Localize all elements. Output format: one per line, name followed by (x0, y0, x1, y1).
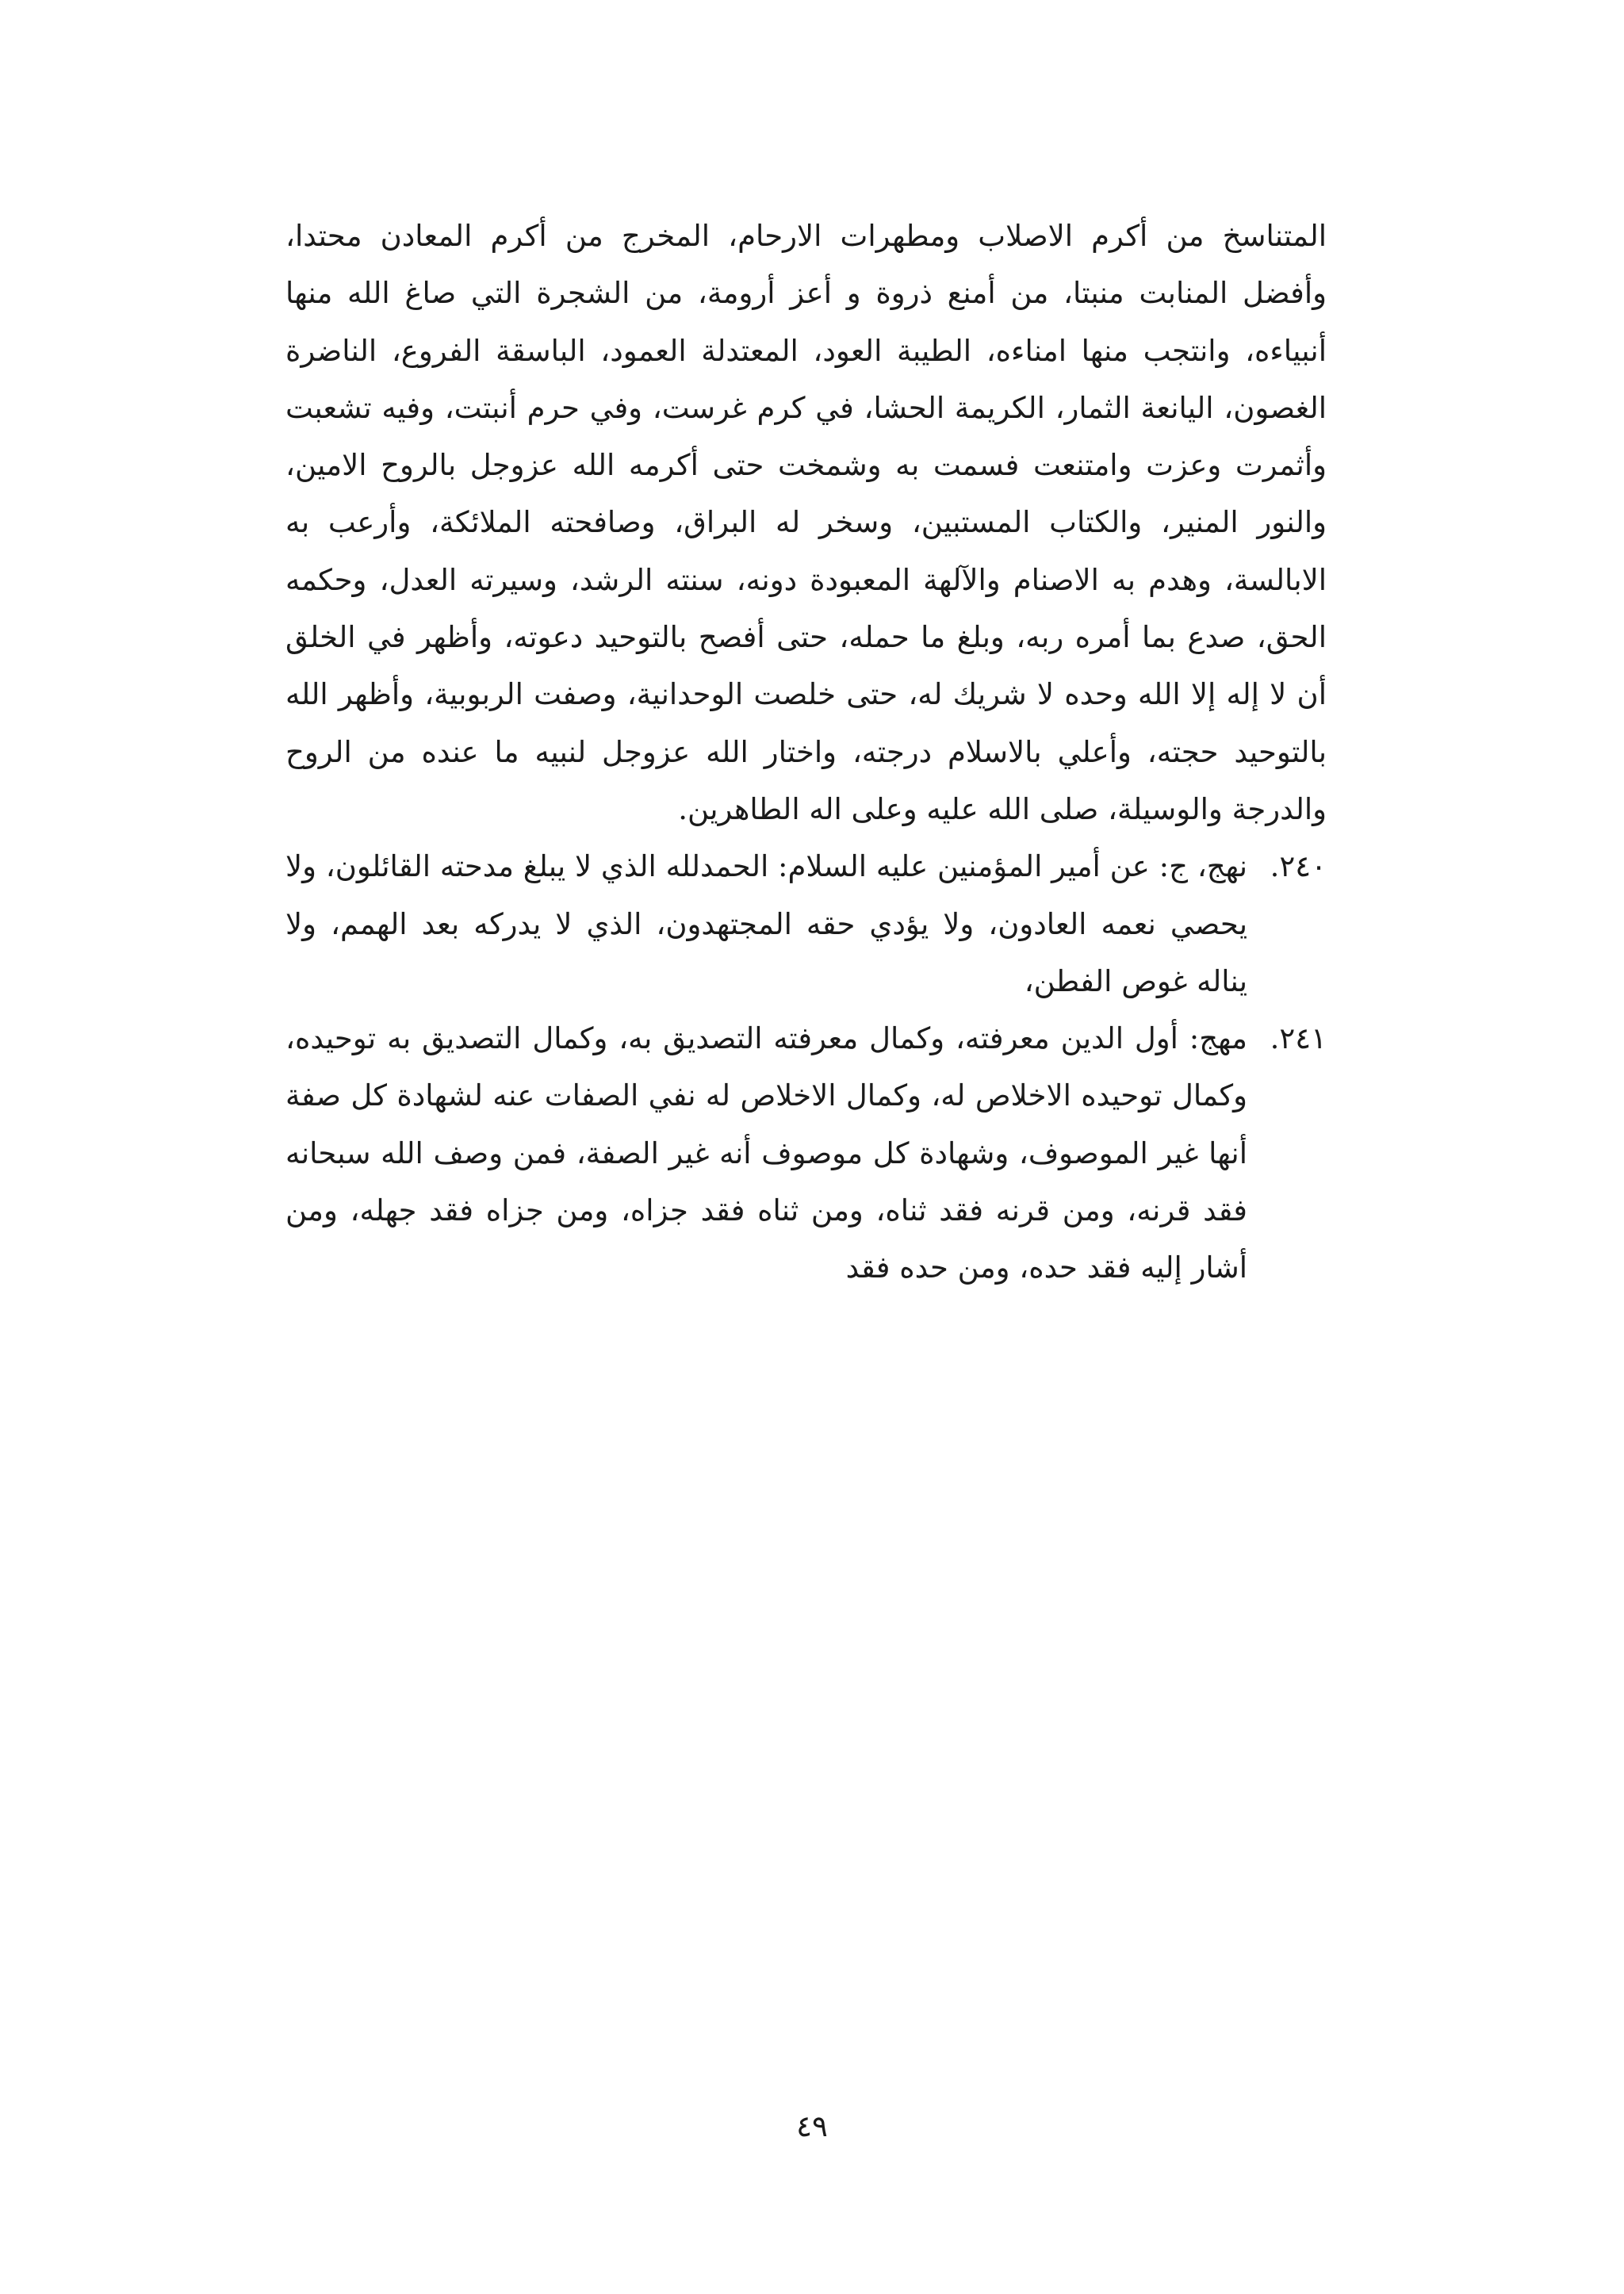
item-number: ٢٤٠. (1270, 849, 1327, 884)
item-text: مهج: أول الدين معرفته، وكمال معرفته التصديق به، وكمال التصديق به توحيده، وكمال توحيده الاخلاص له، وكمال الاخلاص له نفي الصفات عنه لشهادة كل صفة أنها غير الموصوف، وشهادة كل موصوف أنه غير الصفة، فمن وصف الله سبحانه فقد قرنه، ومن قرنه فقد ثناه، ومن ثناه فقد جزاه، ومن جزاه فقد جهله، ومن أشار إليه فقد حده، ومن حده فقد (285, 1021, 1247, 1285)
numbered-item-241 (285, 1010, 1327, 1296)
item-number: ٢٤١. (1270, 1021, 1327, 1056)
item-text: نهج، ج: عن أمير المؤمنين عليه السلام: الحمدلله الذي لا يبلغ مدحته القائلون، ولا يحصي نعمه العادون، ولا يؤدي حقه المجتهدون، الذي لا يدركه بعد الهمم، ولا يناله غوص الفطن، (285, 849, 1247, 998)
numbered-item-240 (285, 838, 1327, 1010)
continuation-paragraph: المتناسخ من أكرم الاصلاب ومطهرات الارحام، المخرج من أكرم المعادن محتدا، وأفضل المنابت منبتا، من أمنع ذروة و أعز أرومة، من الشجرة التي صاغ الله منها أنبياءه، وانتجب منها امناءه، الطيبة العود، المعتدلة العمود، الباسقة الفروع، الناضرة الغصون، اليانعة الثمار، الكريمة الحشا، في كرم غرست، وفي حرم أنبتت، وفيه تشعبت وأثمرت وعزت وامتنعت فسمت به وشمخت حتى أكرمه الله عزوجل بالروح الامين، والنور المنير، والكتاب المستبين، وسخر له البراق، وصافحته الملائكة، وأرعب به الابالسة، وهدم به الاصنام والآلهة المعبودة دونه، سنته الرشد، وسيرته العدل، وحكمه الحق، صدع بما أمره ربه، وبلغ ما حمله، حتى أفصح بالتوحيد دعوته، وأظهر في الخلق أن لا إله إلا الله وحده لا شريك له، حتى خلصت الوحدانية، وصفت الربوبية، وأظهر الله بالتوحيد حجته، وأعلي بالاسلام درجته، واختار الله عزوجل لنبيه ما عنده من الروح والدرجة والوسيلة، صلى الله عليه وعلى اله الطاهرين. (285, 219, 1327, 826)
main-text-block (285, 208, 1327, 1297)
page-number: ٤٩ (796, 2109, 828, 2143)
